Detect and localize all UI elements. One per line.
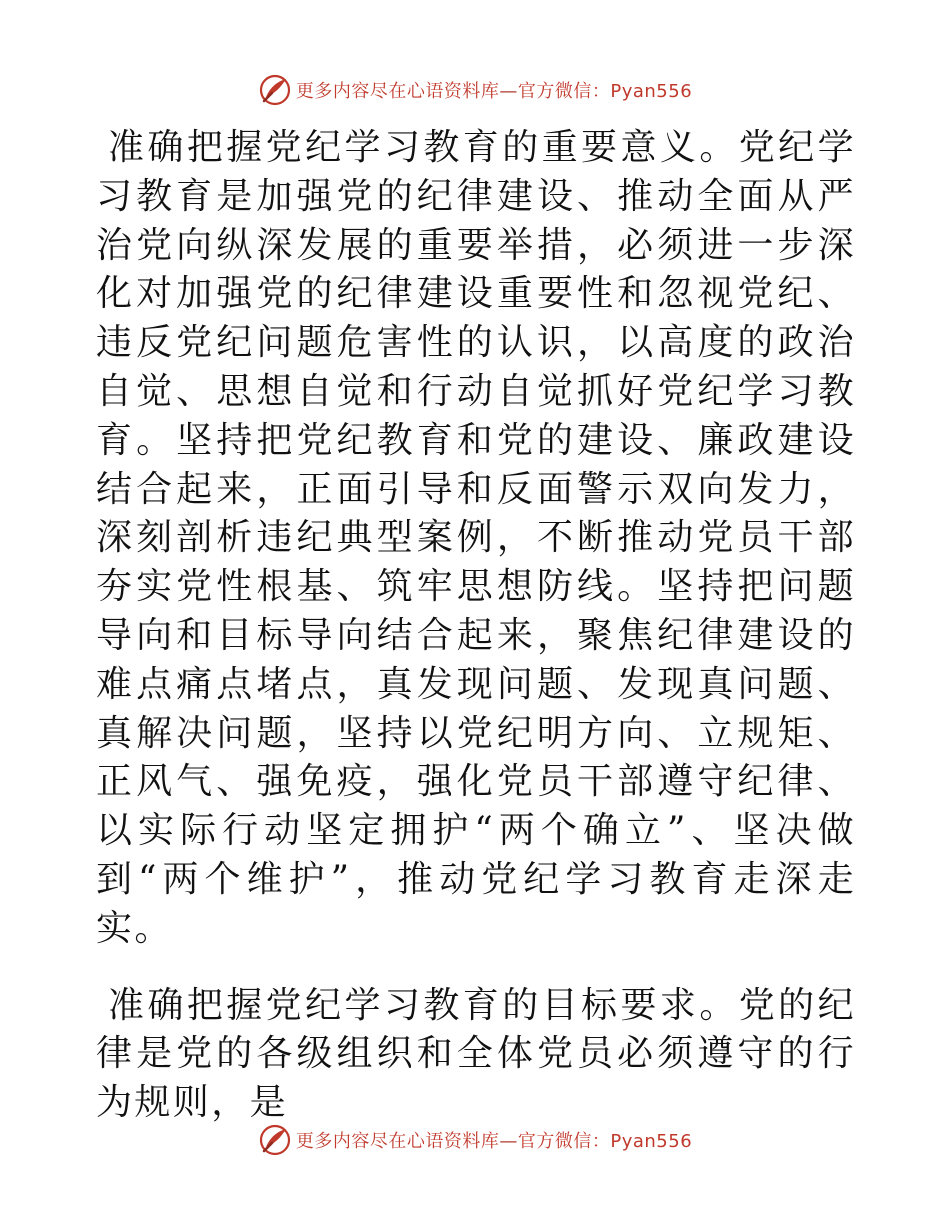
document-body [96, 124, 856, 1128]
header-banner-text [296, 77, 692, 103]
header-banner [0, 70, 950, 110]
footer-banner [0, 1120, 950, 1160]
footer-banner-text [296, 1127, 692, 1153]
header-wechat-text: 官方微信：Pyan556 [517, 81, 693, 102]
quill-logo-icon [258, 73, 292, 107]
footer-separator: — [499, 1131, 518, 1152]
paragraph-2: 准确把握党纪学习教育的目标要求。党的纪律是党的各级组织和全体党员必须遵守的行为规则，是 [96, 984, 856, 1124]
footer-brand-text: 更多内容尽在心语资料库 [295, 1131, 500, 1152]
header-separator: — [499, 81, 518, 102]
quill-logo-icon [258, 1123, 292, 1157]
footer-wechat-text: 官方微信：Pyan556 [517, 1131, 693, 1152]
paragraph-1: 准确把握党纪学习教育的重要意义。党纪学习教育是加强党的纪律建设、推动全面从严治党向纵深发展的重要举措，必须进一步深化对加强党的纪律建设重要性和忽视党纪、违反党纪问题危害性的认识，以高度的政治自觉、思想自觉和行动自觉抓好党纪学习教育。坚持把党纪教育和党的建设、廉政建设结合起来，正面引导和反面警示双向发力，深刻剖析违纪典型案例，不断推动党员干部夯实党性根基、筑牢思想防线。坚持把问题导向和目标导向结合起来，聚焦纪律建设的难点痛点堵点，真发现问题、发现真问题、真解决问题，坚持以党纪明方向、立规矩、正风气、强免疫，强化党员干部遵守纪律、以实际行动坚定拥护“两个确立”、坚决做到“两个维护”，推动党纪学习教育走深走实。 [96, 127, 856, 949]
header-brand-text: 更多内容尽在心语资料库 [295, 81, 500, 102]
